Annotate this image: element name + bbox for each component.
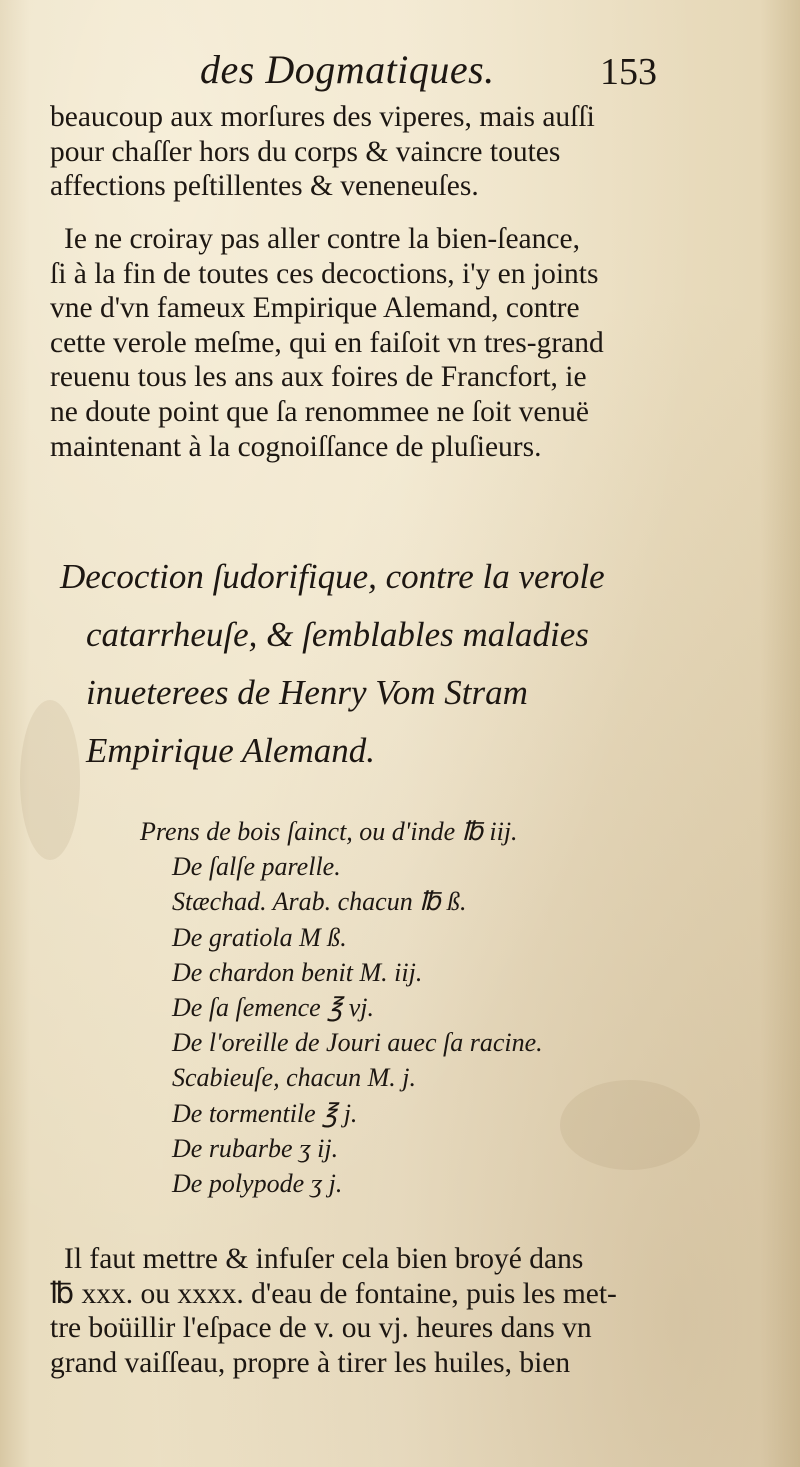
heading-line: Empirique Alemand.	[86, 731, 376, 770]
text-line: cette verole meſme, qui en faiſoit vn tres-grand	[50, 326, 604, 359]
recipe-ingredient-list	[140, 814, 680, 1201]
ingredient-item: De l'oreille de Jouri auec ſa racine.	[172, 1028, 543, 1058]
closing-paragraph	[50, 1242, 690, 1380]
heading-line: catarrheuſe, & ſemblables maladies	[86, 615, 589, 654]
ingredient-item: Prens de bois ſainct, ou d'inde ℔ iij.	[140, 817, 518, 846]
text-line: Ie ne croiray pas aller contre la bien-ſeance,	[64, 223, 580, 255]
running-title: des Dogmatiques.	[200, 47, 495, 92]
text-line: tre boüillir l'eſpace de v. ou vj. heures dans vn	[50, 1312, 592, 1345]
ingredient-item: De rubarbe ʒ ij.	[172, 1133, 339, 1163]
section-heading	[60, 548, 700, 780]
ingredient-item: Stæchad. Arab. chacun ℔ ß.	[172, 887, 467, 917]
text-line: ſi à la fin de toutes ces decoctions, i'y en joints	[50, 257, 599, 290]
text-line: reuenu tous les ans aux foires de Francfort, ie	[50, 361, 587, 394]
page-header	[0, 46, 800, 96]
paragraph	[50, 100, 680, 204]
heading-line: Decoction ſudorifique, contre la verole	[60, 557, 605, 596]
text-line: pour chaſſer hors du corps & vaincre toutes	[50, 135, 561, 168]
ingredient-item: De gratiola M ß.	[172, 922, 347, 952]
text-line: ℔ xxx. ou xxxx. d'eau de fontaine, puis les met-	[50, 1277, 617, 1310]
text-line: affections peſtillentes & veneneuſes.	[50, 170, 479, 203]
ingredient-item: De ſa ſemence ℥ vj.	[172, 993, 374, 1023]
ingredient-item: Scabieuſe, chacun M. j.	[172, 1063, 417, 1093]
text-line: vne d'vn fameux Empirique Alemand, contre	[50, 292, 580, 325]
heading-line: inueterees de Henry Vom Stram	[86, 673, 528, 712]
text-line: Il faut mettre & infuſer cela bien broyé dans	[64, 1243, 584, 1275]
text-line: ne doute point que ſa renommee ne ſoit venuë	[50, 395, 590, 428]
text-line: grand vaiſſeau, propre à tirer les huiles, bien	[50, 1346, 571, 1379]
paragraph	[50, 222, 680, 464]
ingredient-item: De chardon benit M. iij.	[172, 957, 423, 987]
text-line: beaucoup aux morſures des viperes, mais auſſi	[50, 101, 595, 133]
ingredient-item: De tormentile ℥ j.	[172, 1098, 358, 1128]
ingredient-item: De ſalſe parelle.	[172, 852, 341, 882]
text-line: maintenant à la cognoiſſance de pluſieurs.	[50, 430, 542, 463]
ingredient-item: De polypode ʒ j.	[172, 1169, 343, 1199]
page-number: 153	[600, 51, 657, 93]
